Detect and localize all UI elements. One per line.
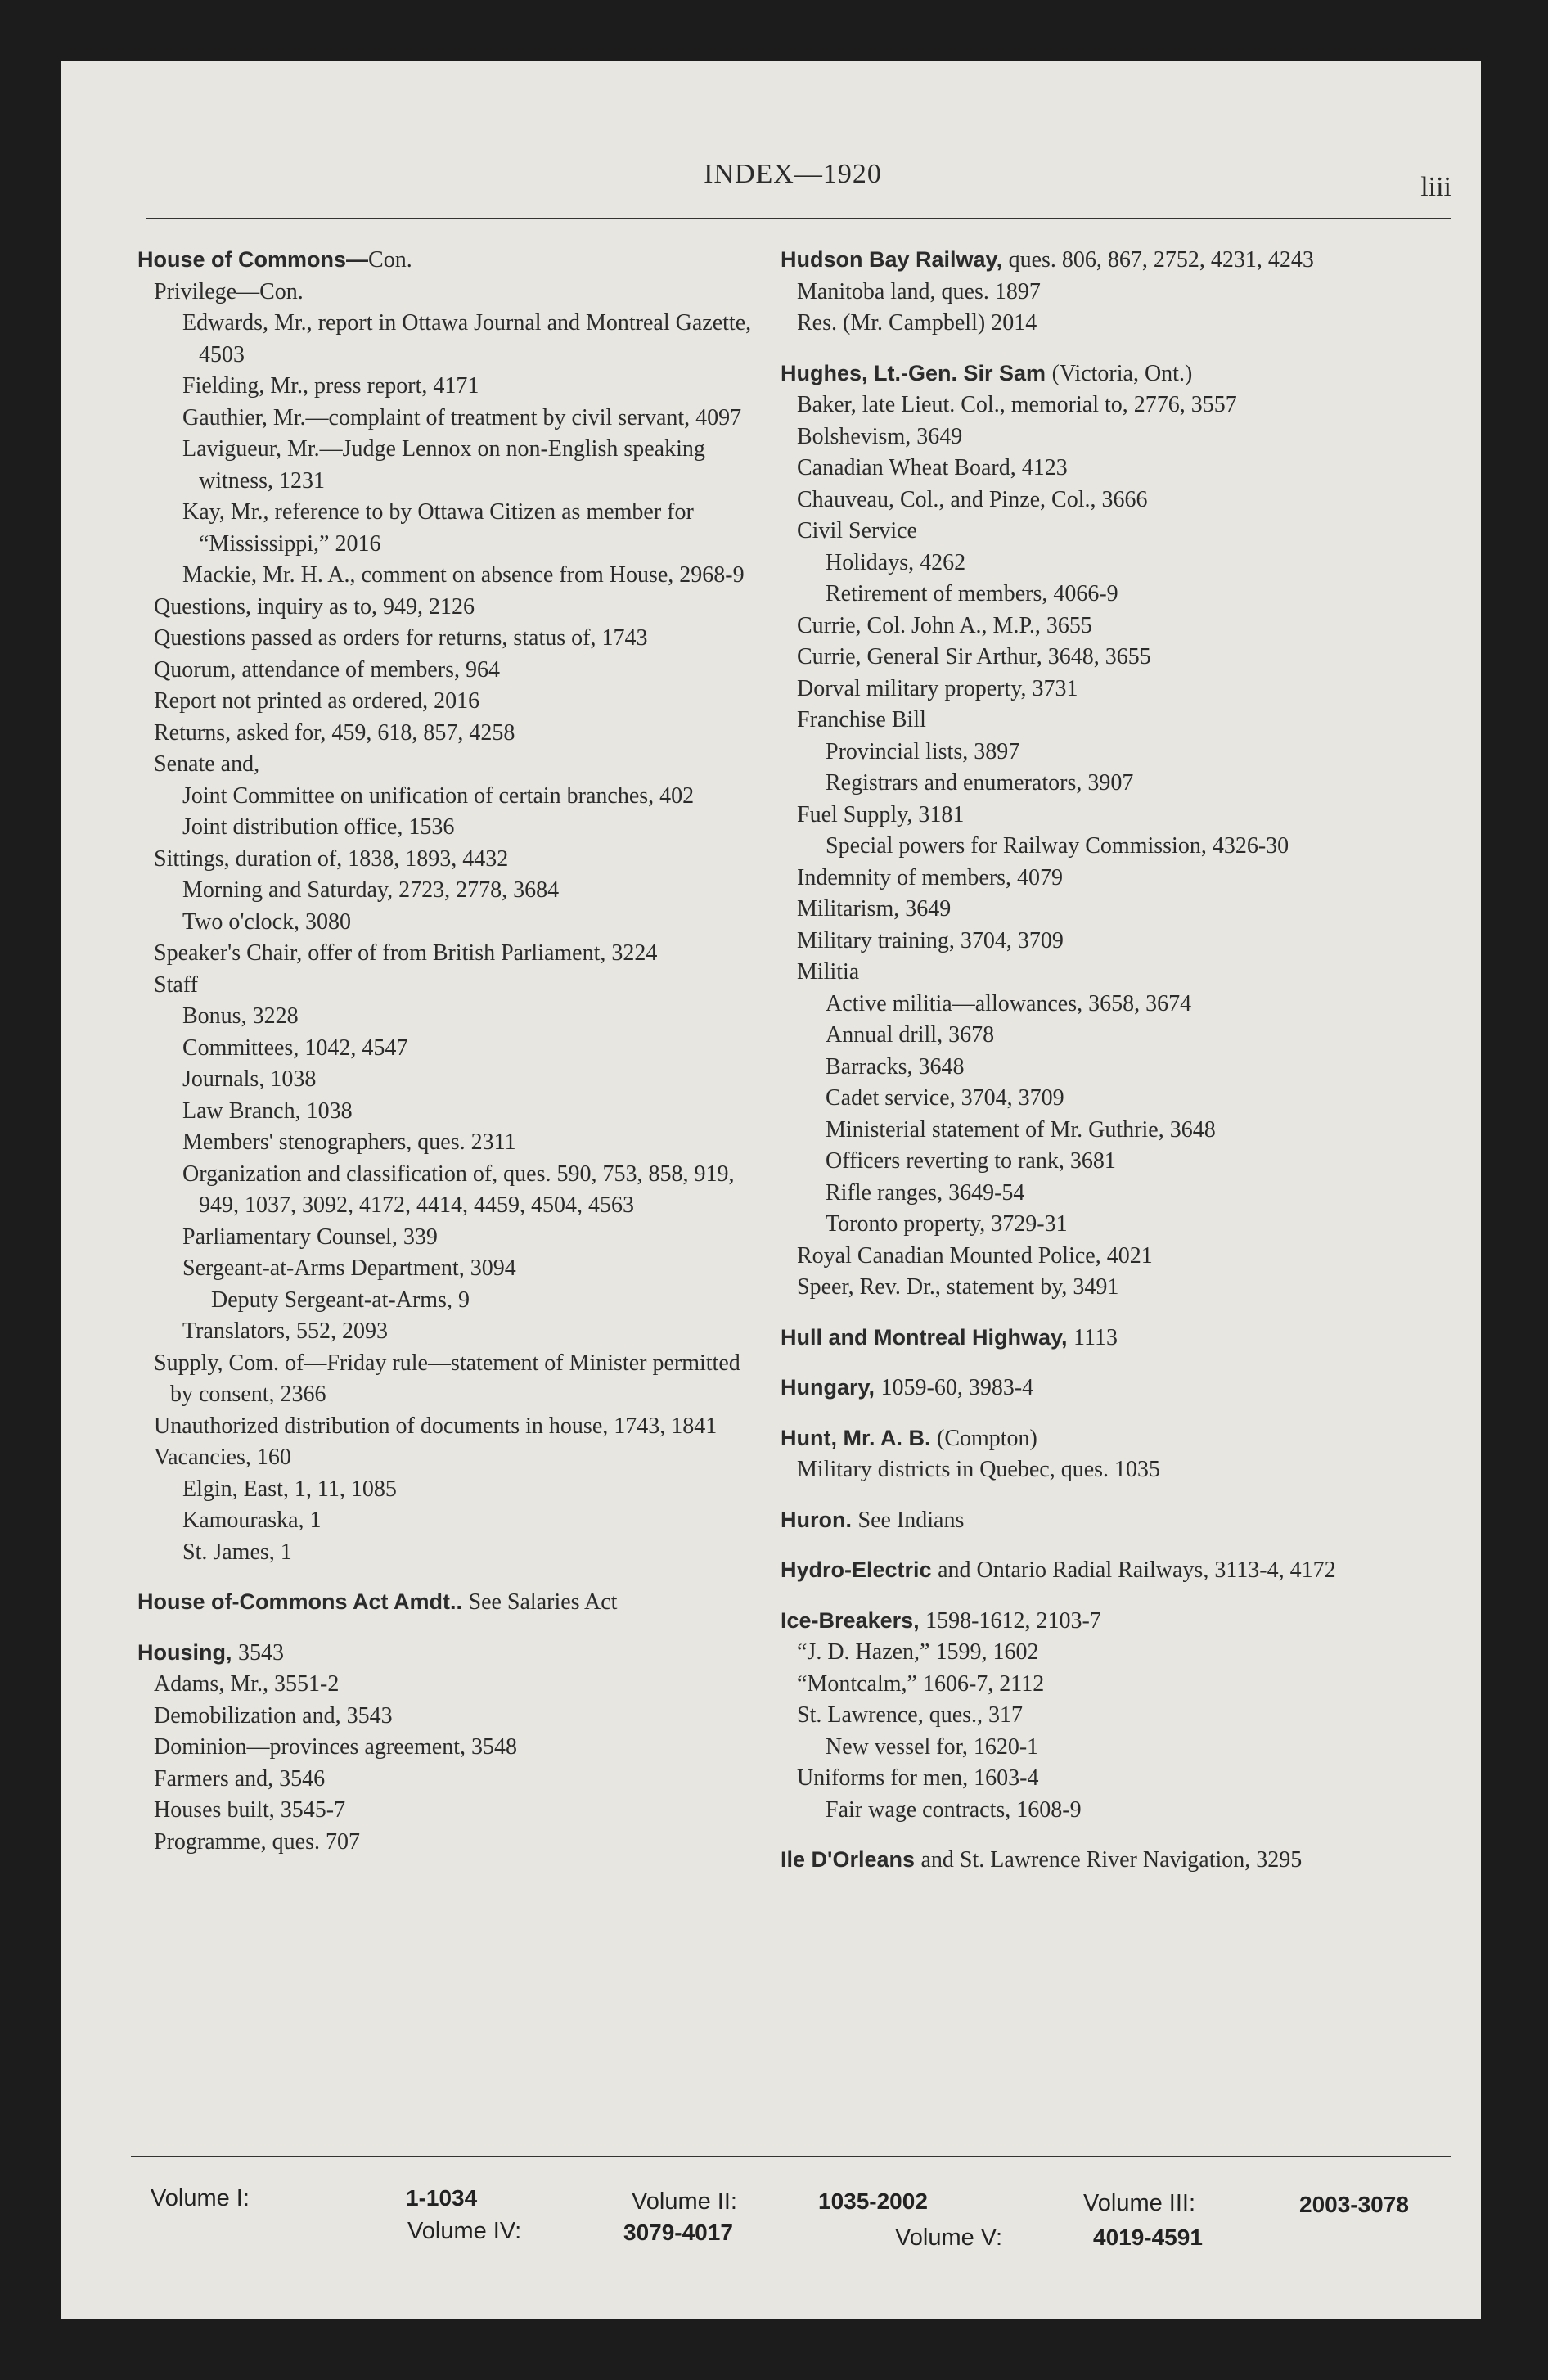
index-subentry: Bonus, 3228 [182,1003,299,1029]
index-subentry: Military training, 3704, 3709 [797,927,1064,953]
index-subentry: Military districts in Quebec, ques. 1035 [797,1457,1161,1482]
index-subentry: Annual drill, 3678 [826,1022,995,1048]
index-subentry: Programme, ques. 707 [154,1828,360,1855]
volume-4-range: 3079-4017 [623,2220,733,2245]
page-header [134,159,1451,208]
index-subentry: St. Lawrence, ques., 317 [797,1702,1024,1728]
volume-2-range: 1035-2002 [818,2188,928,2214]
index-subentry: Committees, 1042, 4547 [182,1034,408,1061]
index-heading-references: (Compton) [937,1425,1037,1451]
index-heading [781,358,1456,390]
index-heading-term: Housing, [137,1639,238,1665]
index-subentry: Questions, inquiry as to, 949, 2126 [154,593,475,620]
index-subentry: Speaker's Chair, offer of from British Parliament, 3224 [154,940,658,966]
index-heading-references: 3543 [238,1639,284,1666]
index-subentry: Mackie, Mr. H. A., comment on absence from House, 2968-9 [182,562,745,588]
index-subentry: Deputy Sergeant-at-Arms, 9 [211,1287,470,1313]
volume-3-label: Volume III: [1083,2190,1196,2216]
index-subentry: Demobilization and, 3543 [154,1702,393,1729]
index-subentry: Retirement of members, 4066-9 [826,581,1118,606]
index-subentry: Dominion—provinces agreement, 3548 [154,1734,518,1760]
volume-3-range: 2003-3078 [1299,2192,1409,2217]
index-subentry: Res. (Mr. Campbell) 2014 [797,310,1037,336]
volume-5-range: 4019-4591 [1093,2224,1203,2250]
index-heading-references: ques. 806, 867, 2752, 4231, 4243 [1008,247,1314,273]
volume-4-label: Volume IV: [407,2218,522,2244]
index-subentry: Civil Service [797,518,917,543]
index-subentry: Currie, General Sir Arthur, 3648, 3655 [797,644,1151,669]
index-heading [137,1586,759,1619]
index-heading-term: Hunt, Mr. A. B. [781,1425,937,1450]
index-subentry: Journals, 1038 [182,1066,317,1092]
index-subentry: Fielding, Mr., press report, 4171 [182,373,479,399]
index-subentry: Kay, Mr., reference to by Ottawa Citizen as member for “Mississippi,” 2016 [182,499,694,557]
index-subentry: St. James, 1 [182,1539,292,1565]
index-subentry: Franchise Bill [797,707,926,732]
index-subentry: Dorval military property, 3731 [797,675,1078,701]
index-heading-term: Hudson Bay Railway, [781,247,1009,272]
index-subentry: Cadet service, 3704, 3709 [826,1085,1064,1111]
index-subentry: Members' stenographers, ques. 2311 [182,1129,516,1155]
index-heading-term: Huron. [781,1507,858,1532]
index-subentry: Organization and classification of, ques. 590, 753, 858, 919, 949, 1037, 3092, 4172, 4414, 4459, 4504, 4563 [182,1161,735,1218]
footer-rule [131,2156,1451,2157]
index-heading [781,1504,1456,1537]
index-subentry: Translators, 552, 2093 [182,1318,388,1344]
index-heading-references: and St. Lawrence River Navigation, 3295 [920,1847,1303,1873]
index-heading-references: (Victoria, Ont.) [1051,360,1193,386]
index-subentry: “J. D. Hazen,” 1599, 1602 [797,1639,1039,1665]
index-subentry: Elgin, East, 1, 11, 1085 [182,1476,397,1502]
index-subentry: Bolshevism, 3649 [797,423,963,449]
index-heading [781,1322,1456,1355]
index-heading [781,1844,1456,1877]
index-heading-references: See Salaries Act [468,1589,618,1615]
index-subentry: Active militia—allowances, 3658, 3674 [826,990,1192,1016]
volume-1-label: Volume I: [151,2185,250,2211]
index-subentry: Edwards, Mr., report in Ottawa Journal and Montreal Gazette, 4503 [182,310,752,367]
index-subentry: Staff [154,971,198,998]
index-subentry: Joint Committee on unification of certain branches, 402 [182,782,695,809]
index-subentry: Lavigueur, Mr.—Judge Lennox on non-English speaking witness, 1231 [182,436,705,494]
index-subentry: Gauthier, Mr.—complaint of treatment by civil servant, 4097 [182,404,742,430]
index-heading [781,1422,1456,1455]
index-subentry: Returns, asked for, 459, 618, 857, 4258 [154,719,515,746]
index-subentry: Privilege—Con. [154,278,304,304]
index-subentry: Royal Canadian Mounted Police, 4021 [797,1242,1153,1269]
index-subentry: Sittings, duration of, 1838, 1893, 4432 [154,845,509,872]
index-subentry: Fuel Supply, 3181 [797,801,965,827]
index-subentry: Registrars and enumerators, 3907 [826,770,1134,796]
index-subentry: Houses built, 3545-7 [154,1797,346,1823]
index-heading-term: Ice-Breakers, [781,1607,926,1633]
index-heading-references: See Indians [857,1507,965,1533]
index-subentry: Questions passed as orders for returns, status of, 1743 [154,625,648,651]
page-number: liii [1420,172,1451,202]
volume-2-label: Volume II: [632,2188,737,2215]
index-heading-references: 1059-60, 3983-4 [880,1375,1034,1400]
index-subentry: Senate and, [154,751,260,777]
index-heading-references: 1113 [1073,1324,1118,1350]
index-subentry: Unauthorized distribution of documents in house, 1743, 1841 [154,1413,718,1439]
index-subentry: Two o'clock, 3080 [182,908,352,935]
index-subentry: Law Branch, 1038 [182,1098,353,1124]
index-heading-term: Hull and Montreal Highway, [781,1324,1074,1350]
index-subentry: Kamouraska, 1 [182,1508,322,1533]
page-title: INDEX—1920 [704,159,882,189]
index-subentry: Sergeant-at-Arms Department, 3094 [182,1255,516,1281]
index-subentry: Uniforms for men, 1603-4 [797,1765,1039,1791]
index-subentry: Vacancies, 160 [154,1445,291,1470]
index-subentry: Canadian Wheat Board, 4123 [797,455,1068,480]
index-subentry: New vessel for, 1620-1 [826,1733,1039,1760]
index-column-left [137,244,759,1858]
index-heading [781,1554,1456,1587]
index-subentry: Farmers and, 3546 [154,1765,326,1792]
index-heading [137,244,759,277]
index-subentry: Militia [797,959,860,985]
index-subentry: Baker, late Lieut. Col., memorial to, 2776, 3557 [797,392,1237,417]
index-subentry: Holidays, 4262 [826,549,966,575]
index-heading-references: Con. [368,247,412,273]
volume-1-range: 1-1034 [406,2185,478,2211]
index-heading [137,1637,759,1670]
index-subentry: Militarism, 3649 [797,896,952,922]
index-heading-references: 1598-1612, 2103-7 [925,1607,1101,1634]
index-subentry: Currie, Col. John A., M.P., 3655 [797,612,1092,638]
index-subentry: Toronto property, 3729-31 [826,1211,1068,1237]
index-subentry: Adams, Mr., 3551-2 [154,1671,340,1697]
index-heading-term: Hungary, [781,1375,881,1400]
index-subentry: Speer, Rev. Dr., statement by, 3491 [797,1274,1119,1300]
volume-key-footer [131,2167,1456,2249]
index-subentry: Supply, Com. of—Friday rule—statement of Minister permitted by consent, 2366 [154,1350,740,1407]
header-rule [146,218,1451,219]
index-subentry: Joint distribution office, 1536 [182,814,455,840]
index-subentry: Rifle ranges, 3649-54 [826,1179,1025,1206]
index-subentry: Morning and Saturday, 2723, 2778, 3684 [182,877,560,903]
index-heading [781,1372,1456,1404]
index-subentry: Barracks, 3648 [826,1053,965,1080]
index-heading-references: and Ontario Radial Railways, 3113-4, 4172 [938,1557,1336,1583]
index-heading-term: Ile D'Orleans [781,1847,921,1872]
volume-5-label: Volume V: [895,2224,1003,2251]
index-subentry: Provincial lists, 3897 [826,738,1020,764]
index-column-right [781,244,1456,1877]
index-subentry: Special powers for Railway Commission, 4326-30 [826,833,1289,859]
index-heading [781,1605,1456,1638]
index-heading-term: Hughes, Lt.-Gen. Sir Sam [781,360,1052,385]
index-subentry: Ministerial statement of Mr. Guthrie, 3648 [826,1116,1216,1143]
index-subentry: Chauveau, Col., and Pinze, Col., 3666 [797,486,1148,512]
index-subentry: Report not printed as ordered, 2016 [154,688,480,714]
index-heading-term: House of-Commons Act Amdt.. [137,1589,469,1614]
index-subentry: Parliamentary Counsel, 339 [182,1224,438,1250]
index-subentry: Fair wage contracts, 1608-9 [826,1796,1082,1823]
index-heading-term: House of Commons— [137,247,369,272]
index-subentry: Indemnity of members, 4079 [797,864,1064,890]
index-heading-term: Hydro-Electric [781,1557,938,1582]
index-subentry: Quorum, attendance of members, 964 [154,656,500,683]
index-subentry: “Montcalm,” 1606-7, 2112 [797,1670,1045,1697]
index-heading [781,244,1456,277]
index-subentry: Manitoba land, ques. 1897 [797,278,1041,304]
index-page [61,61,1481,2319]
index-subentry: Officers reverting to rank, 3681 [826,1148,1116,1174]
